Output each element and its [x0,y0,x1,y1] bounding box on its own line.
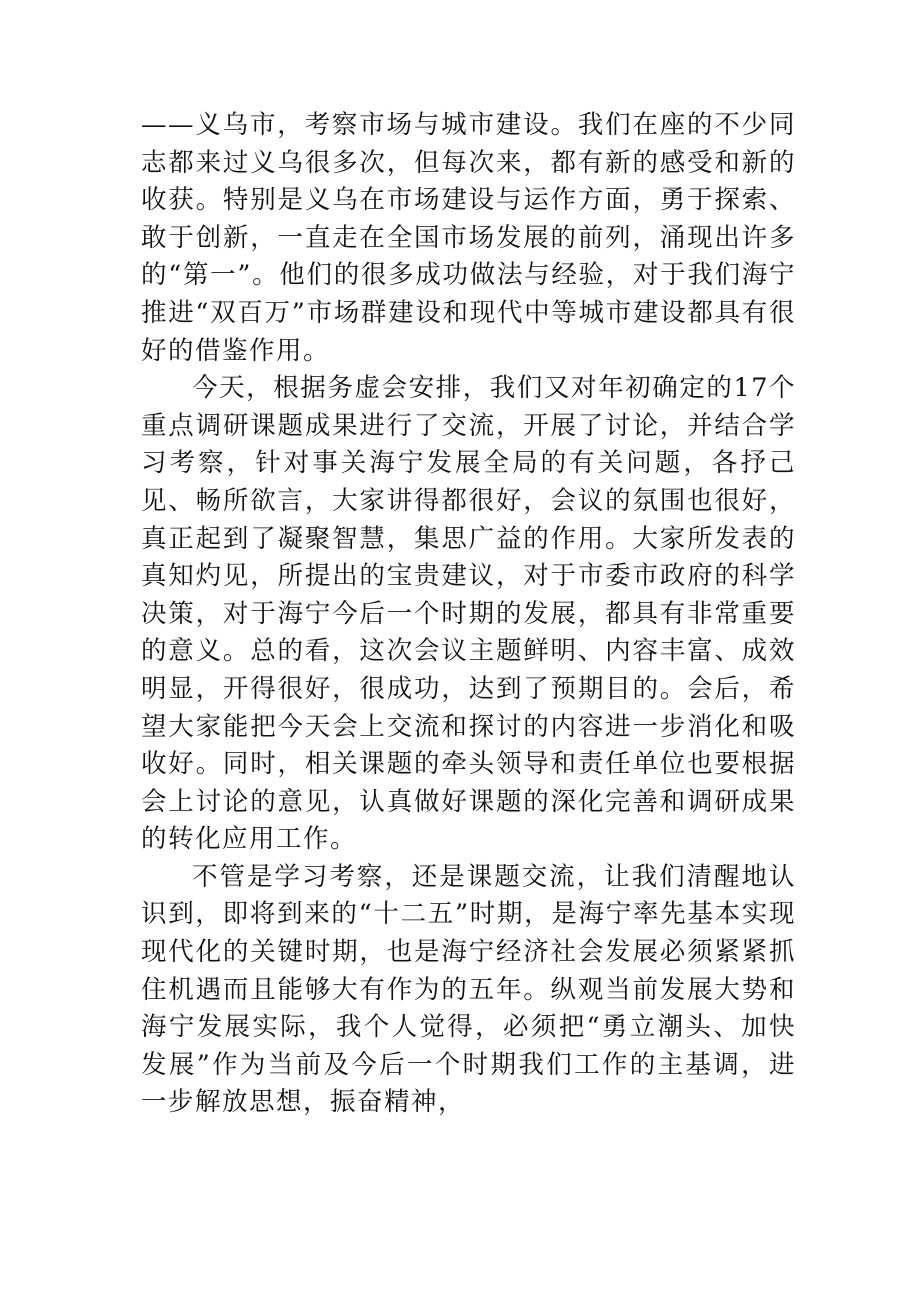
paragraph-2: 今天，根据务虚会安排，我们又对年初确定的17个重点调研课题成果进行了交流，开展了讨论，并结合学习考察，针对事关海宁发展全局的有关问题，各抒己见、畅所欲言，大家讲得都很好，会议的氛围也很好，真正起到了凝聚智慧，集思广益的作用。大家所发表的真知灼见，所提出的宝贵建议，对于市委市政府的科学决策，对于海宁今后一个时期的发展，都具有非常重要的意义。总的看，这次会议主题鲜明、内容丰富、成效明显，开得很好，很成功，达到了预期目的。会后，希望大家能把今天会上交流和探讨的内容进一步消化和吸收好。同时，相关课题的牵头领导和责任单位也要根据会上讨论的意见，认真做好课题的深化完善和调研成果的转化应用工作。 [141,373,796,855]
paragraph-3: 不管是学习考察，还是课题交流，让我们清醒地认识到，即将到来的“十二五”时期，是海宁率先基本实现现代化的关键时期，也是海宁经济社会发展必须紧紧抓住机遇而且能够大有作为的五年。纵观当前发展大势和海宁发展实际，我个人觉得，必须把“勇立潮头、加快发展”作为当前及今后一个时期我们工作的主基调，进一步解放思想，振奋精神， [141,861,796,1118]
document-body [141,107,796,1122]
paragraph-1: ——义乌市，考察市场与城市建设。我们在座的不少同志都来过义乌很多次，但每次来，都有新的感受和新的收获。特别是义乌在市场建设与运作方面，勇于探索、敢于创新，一直走在全国市场发展的前列，涌现出许多的“第一”。他们的很多成功做法与经验，对于我们海宁推进“双百万”市场群建设和现代中等城市建设都具有很好的借鉴作用。 [141,110,796,366]
